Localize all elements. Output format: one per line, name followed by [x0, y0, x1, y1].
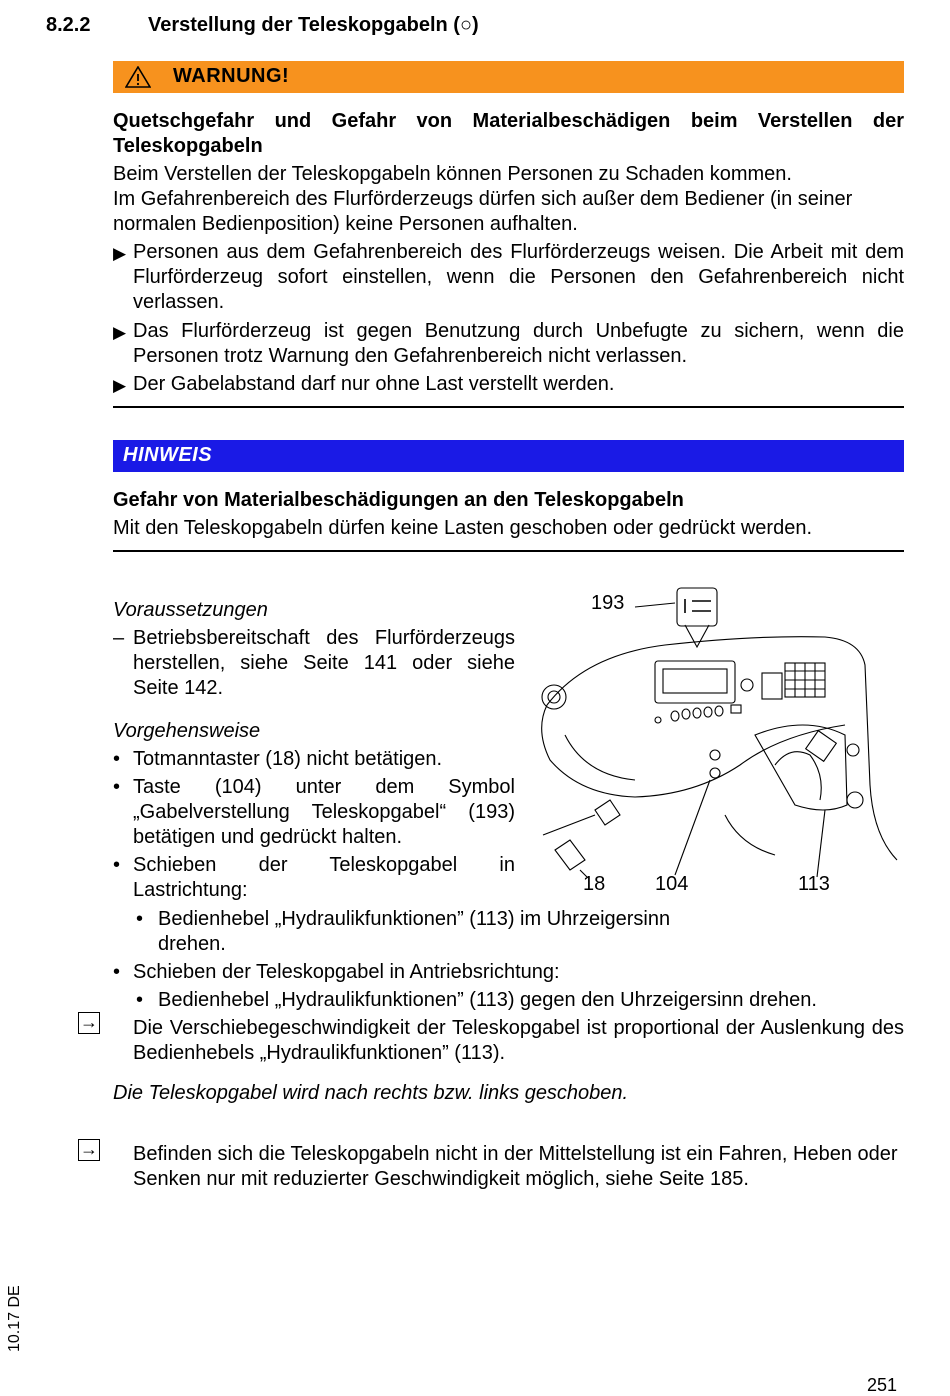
- bullet-dot: •: [113, 776, 121, 798]
- prereq-item: Betriebsbereitschaft des Flurförderzeugs herstellen, siehe Seite 141 oder siehe Seite 142.: [133, 627, 515, 699]
- edition-label: 10.17 DE: [6, 1285, 23, 1352]
- triangle-bullet-icon: ▶: [113, 376, 127, 395]
- circle-symbol: ○: [459, 14, 473, 36]
- divider: [113, 550, 904, 552]
- procedure-heading: Vorgehensweise: [113, 720, 261, 742]
- step-1: Totmanntaster (18) nicht betätigen.: [133, 748, 443, 770]
- section-heading: [46, 14, 479, 37]
- notice-banner: [113, 440, 904, 472]
- control-panel-figure: [525, 585, 910, 900]
- bullet-dot: •: [113, 854, 121, 876]
- final-note: Befinden sich die Teleskopgabeln nicht in der Mittelstellung ist ein Fahren, Heben oder Senken nur mit reduzierter Geschwindigkeit möglich, siehe Seite 185.: [133, 1143, 898, 1190]
- step-2: Taste (104) unter dem Symbol „Gabelverstellung Teleskopgabel“ (193) betätigen und gedrückt halten.: [133, 776, 515, 848]
- procedure-note: Die Verschiebegeschwindigkeit der Teleskopgabel ist proportional der Auslenkung des Bedienhebels „Hydraulikfunktionen” (113).: [133, 1017, 904, 1064]
- warning-banner: [113, 61, 904, 93]
- section-number: 8.2.2: [46, 14, 91, 36]
- label-18: 18: [583, 873, 606, 895]
- list-item: ▶ Das Flurförderzeug ist gegen Benutzung durch Unbefugte zu sichern, wenn die Personen trotz Warnung den Gefahrenbereich nicht verlassen.: [113, 320, 904, 367]
- label-104: 104: [655, 873, 689, 895]
- bullet-dot: •: [113, 961, 121, 983]
- warning-triangle-icon: [125, 66, 151, 88]
- page-number: 251: [867, 1375, 898, 1395]
- step-4-sub: Bedienhebel „Hydraulikfunktionen” (113) gegen den Uhrzeigersinn drehen.: [158, 989, 817, 1011]
- note-arrow-icon: →: [80, 1012, 98, 1032]
- warning-label: WARNUNG!: [173, 65, 290, 87]
- control-panel-illustration-icon: [525, 585, 910, 900]
- bullet-dot: •: [113, 748, 121, 770]
- procedure-result: Die Teleskopgabel wird nach rechts bzw. links geschoben.: [113, 1082, 629, 1104]
- warning-text-2: Im Gefahrenbereich des Flurförderzeugs dürfen sich außer dem Bediener (in seiner normalen Bedienposition) keine Personen aufhalten.: [113, 188, 853, 235]
- notice-label: HINWEIS: [123, 444, 213, 466]
- section-title: Verstellung der Teleskopgabeln (○): [148, 14, 479, 36]
- list-item: ▶ Der Gabelabstand darf nur ohne Last verstellt werden.: [113, 373, 615, 395]
- warning-text-1: Beim Verstellen der Teleskopgabeln können Personen zu Schaden kommen.: [113, 163, 792, 185]
- triangle-bullet-icon: ▶: [113, 323, 127, 342]
- warning-list: [113, 240, 904, 397]
- prereq-dash: –: [113, 627, 125, 649]
- divider: [113, 406, 904, 408]
- bullet-dot: •: [136, 908, 144, 930]
- notice-text: Mit den Teleskopgabeln dürfen keine Lasten geschoben oder gedrückt werden.: [113, 517, 812, 539]
- warning-heading: Quetschgefahr und Gefahr von Materialbeschädigen beim Verstellen der Teleskopgabeln: [113, 110, 904, 157]
- list-item: ▶ Personen aus dem Gefahrenbereich des Flurförderzeugs weisen. Die Arbeit mit dem Flurförderzeug sofort einstellen, wenn die Personen den Gefahrenbereich nicht verlassen.: [113, 241, 904, 313]
- note-arrow-icon: →: [80, 1139, 98, 1159]
- bullet-dot: •: [136, 989, 144, 1011]
- step-3: Schieben der Teleskopgabel in Lastrichtung:: [133, 854, 515, 901]
- triangle-bullet-icon: ▶: [113, 244, 127, 263]
- label-193: 193: [591, 592, 625, 614]
- prereq-heading: Voraussetzungen: [113, 599, 268, 621]
- notice-heading: Gefahr von Materialbeschädigungen an den Teleskopgabeln: [113, 489, 684, 511]
- step-3-sub: Bedienhebel „Hydraulikfunktionen” (113) im Uhrzeigersinn drehen.: [158, 908, 671, 955]
- label-113: 113: [798, 873, 830, 895]
- step-4: Schieben der Teleskopgabel in Antriebsrichtung:: [133, 961, 560, 983]
